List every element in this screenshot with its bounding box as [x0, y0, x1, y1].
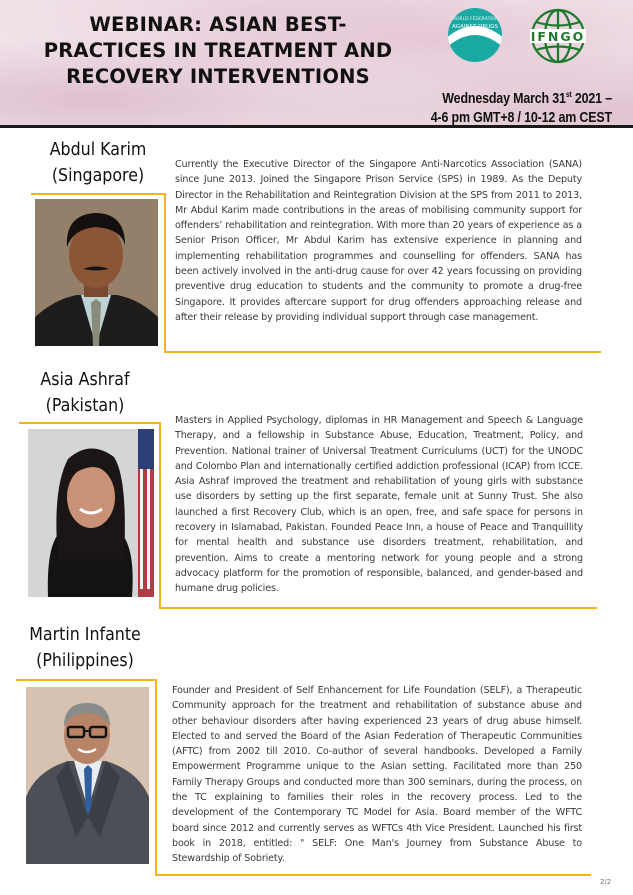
- webinar-title: [18, 12, 418, 90]
- speaker-name-block: [15, 367, 156, 419]
- speaker-name-block: [15, 622, 156, 674]
- speaker-photo-asia-ashraf: [28, 429, 154, 597]
- wfad-logo-text-top: WORLD FEDERATION: [451, 17, 499, 22]
- speaker-photo-martin-infante: [26, 687, 149, 864]
- title-line: PRACTICES IN TREATMENT AND: [43, 39, 393, 62]
- speaker-name: Martin Infante: [29, 624, 141, 645]
- title-line: RECOVERY INTERVENTIONS: [66, 65, 370, 88]
- portrait-photo-icon: [35, 199, 158, 346]
- ifngo-logo-text: IFNGO: [530, 29, 586, 44]
- page-number: 2/2: [600, 878, 612, 886]
- speaker-country: (Singapore): [51, 165, 145, 186]
- speaker-bio: Founder and President of Self Enhancement for Life Foundation (SELF), a Therapeutic Community approach for the treatment and rehabilitation of substance abuse and other behaviour disorders after having experienced 23 years of drug abuse himself. Elected to and served the Board of the Asian Federation of Therapeutic Communities (AFTC) from 2002 till 2010. Co-author of several handbooks. Developed a Family Empowerment Programme unique to the Asian setting. Facilitated more than 250 Family Therapy Groups and conducted more than 300 seminars, during the process, on the TC explaining to families their roles in the recovery process. Led to the development of the Contemporary TC Model for Asia. Board member of the WFTC board since 2012 and currently serves as WFTCs 4th Vice President. Launched his first book in 2018, entitled: " SELF: One Man's Journey from Substance Abuse to Stewardship of Sobriety.: [172, 685, 582, 865]
- speaker-country: (Philippines): [36, 650, 134, 671]
- speaker-photo-abdul-karim: [35, 199, 158, 346]
- speaker-name: Abdul Karim: [49, 139, 147, 160]
- portrait-photo-icon: [26, 687, 149, 864]
- ifngo-logo: [527, 7, 589, 65]
- speaker-bio: Currently the Executive Director of the Singapore Anti-Narcotics Association (SANA) since June 2013. Joined the Singapore Prison Service (SPS) in 1989. As the Deputy Director in the Rehabilitation and Reintegration Division at the SPS from 2011 to 2013, Mr Abdul Karim made contributions in the areas of mobilising community support for offenders’ rehabilitation and reintegration. With more than 20 years of experience as a Senior Prison Officer, Mr Abdul Karim has extensive experience in planning and implementing rehabilitation programmes and counselling for offenders. SANA has been actively involved in the anti-drug cause for over 42 years focussing on providing preventive drug education to students and the community to promote a drug-free Singapore. It provides aftercare support for drug offenders approaching release and after their release by providing individual support through case management.: [175, 159, 582, 323]
- speaker-country: (Pakistan): [45, 395, 125, 416]
- speaker-name-block: [28, 137, 169, 189]
- speaker-bio: Masters in Applied Psychology, diplomas in HR Management and Speech & Language Therapy, and a fellowship in Substance Abuse, Education, Treatment, Policy, and Prevention. National trainer of Universal Treatment Curriculums (UCT) for the UNODC and Colombo Plan and internationally certified addiction professional (ICAP) from ICCE. Asia Ashraf improved the treatment and rehabilitation of young girls with substance use disorders by setting up the first separate, female unit at Sunny Trust. She also launched a first Recovery Club, which is an open, free, and safe space for persons in recovery in Islamabad, Pakistan. Founded Peace Inn, a house of Peace and Tranquillity for mental health and substance use disorders treatment, rehabilitation, and prevention. Aims to create a mentoring network for young people and a strong advocacy platform for the promotion of responsible, balanced, and gender-based and humane drug policies.: [175, 415, 583, 595]
- webinar-date: [430, 85, 612, 128]
- wfad-logo-text-bottom: AGAINST DRUGS: [452, 24, 498, 30]
- speaker-name: Asia Ashraf: [40, 369, 130, 390]
- title-line: WEBINAR: ASIAN BEST-: [89, 13, 347, 36]
- date-line-1: Wednesday March 31st 2021 –: [442, 90, 612, 107]
- wfad-logo: [445, 7, 505, 63]
- webinar-header: [0, 0, 633, 128]
- date-line-2: 4-6 pm GMT+8 / 10-12 am CEST: [430, 110, 612, 126]
- portrait-photo-icon: [28, 429, 154, 597]
